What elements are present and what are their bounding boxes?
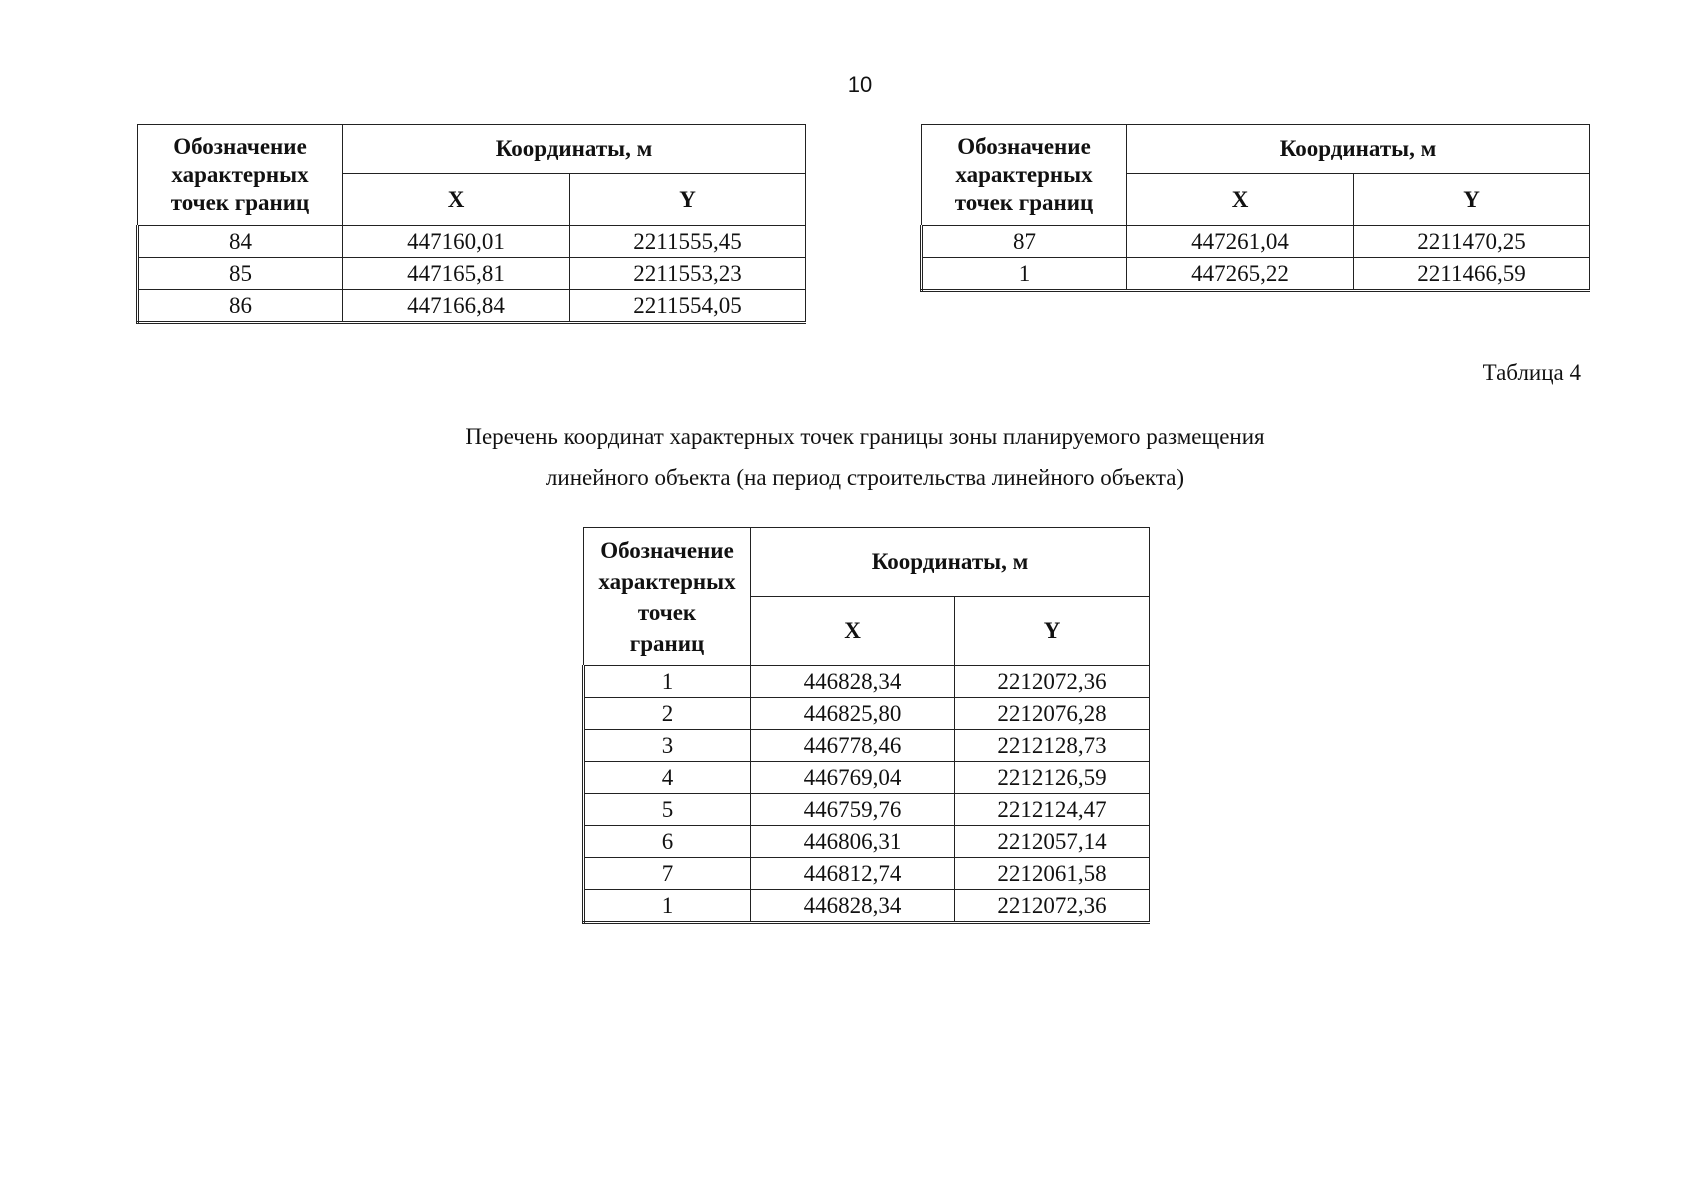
caption-line-2: линейного объекта (на период строительства линейного объекта)	[545, 465, 1185, 490]
point-cell: 4	[584, 762, 751, 794]
table-row	[584, 666, 1150, 698]
table-row	[138, 226, 806, 258]
table-row	[584, 762, 1150, 794]
x-header: X	[751, 597, 955, 666]
coordinates-header: Координаты, м	[751, 528, 1150, 597]
y-cell: 2211466,59	[1354, 258, 1590, 291]
x-header: X	[1127, 174, 1354, 226]
x-cell: 446828,34	[751, 666, 955, 698]
point-cell: 1	[584, 666, 751, 698]
table-row	[584, 794, 1150, 826]
table-row	[584, 890, 1150, 923]
point-cell: 6	[584, 826, 751, 858]
point-cell: 84	[138, 226, 343, 258]
table-row	[584, 698, 1150, 730]
page-number: 10	[847, 72, 873, 97]
point-cell: 5	[584, 794, 751, 826]
y-header: Y	[1354, 174, 1590, 226]
point-label-header: Обозначение характерных точек границ	[922, 125, 1127, 226]
y-cell: 2212076,28	[955, 698, 1150, 730]
coordinates-header: Координаты, м	[1127, 125, 1590, 174]
point-cell: 87	[922, 226, 1127, 258]
x-cell: 447265,22	[1127, 258, 1354, 291]
coordinates-table-top-right	[920, 124, 1590, 292]
point-cell: 85	[138, 258, 343, 290]
y-cell: 2212072,36	[955, 890, 1150, 923]
y-cell: 2211554,05	[570, 290, 806, 323]
table-row	[584, 730, 1150, 762]
y-header: Y	[570, 174, 806, 226]
y-cell: 2212072,36	[955, 666, 1150, 698]
x-cell: 446769,04	[751, 762, 955, 794]
y-cell: 2212124,47	[955, 794, 1150, 826]
table-row	[584, 858, 1150, 890]
y-cell: 2212126,59	[955, 762, 1150, 794]
point-cell: 2	[584, 698, 751, 730]
x-cell: 447166,84	[343, 290, 570, 323]
table-row	[922, 258, 1590, 291]
x-cell: 447160,01	[343, 226, 570, 258]
coordinates-table-top-left	[136, 124, 806, 324]
coordinates-header: Координаты, м	[343, 125, 806, 174]
table-row	[922, 226, 1590, 258]
point-cell: 1	[584, 890, 751, 923]
x-cell: 446759,76	[751, 794, 955, 826]
y-cell: 2211555,45	[570, 226, 806, 258]
y-cell: 2211470,25	[1354, 226, 1590, 258]
x-cell: 447261,04	[1127, 226, 1354, 258]
y-cell: 2212057,14	[955, 826, 1150, 858]
y-cell: 2212128,73	[955, 730, 1150, 762]
table-number: Таблица 4	[1482, 360, 1581, 385]
point-label-header: Обозначение характерных точек границ	[584, 528, 751, 666]
x-header: X	[343, 174, 570, 226]
table-row	[138, 290, 806, 323]
x-cell: 446825,80	[751, 698, 955, 730]
point-cell: 86	[138, 290, 343, 323]
x-cell: 446806,31	[751, 826, 955, 858]
y-cell: 2211553,23	[570, 258, 806, 290]
x-cell: 446812,74	[751, 858, 955, 890]
point-cell: 3	[584, 730, 751, 762]
x-cell: 447165,81	[343, 258, 570, 290]
caption-line-1: Перечень координат характерных точек границы зоны планируемого размещения	[465, 424, 1265, 449]
x-cell: 446778,46	[751, 730, 955, 762]
point-cell: 1	[922, 258, 1127, 291]
point-cell: 7	[584, 858, 751, 890]
x-cell: 446828,34	[751, 890, 955, 923]
table-row	[584, 826, 1150, 858]
y-cell: 2212061,58	[955, 858, 1150, 890]
y-header: Y	[955, 597, 1150, 666]
coordinates-table-main	[582, 527, 1150, 924]
table-row	[138, 258, 806, 290]
point-label-header: Обозначение характерных точек границ	[138, 125, 343, 226]
